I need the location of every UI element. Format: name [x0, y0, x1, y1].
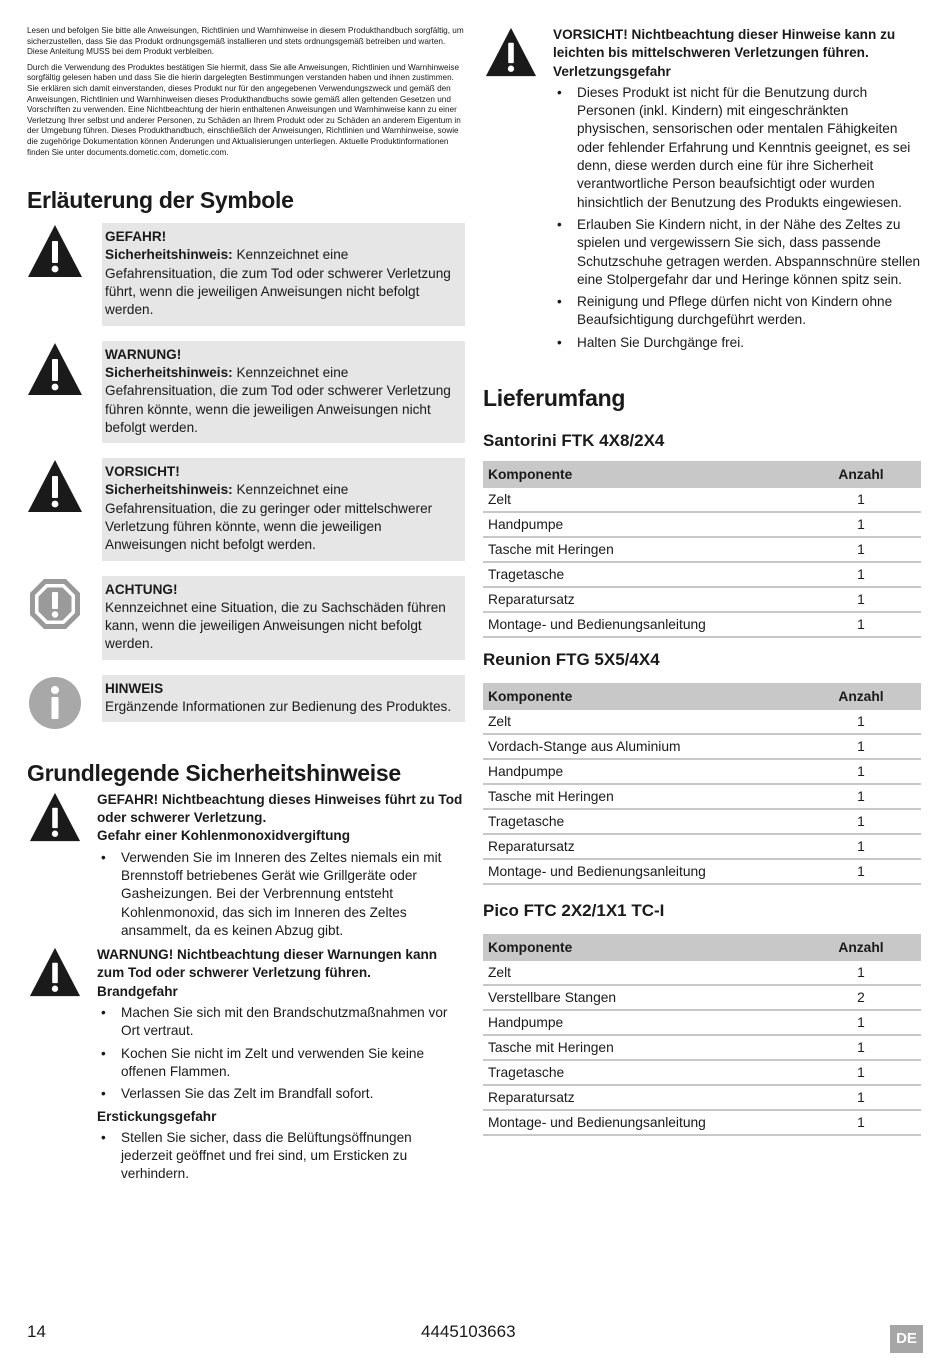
table-row — [483, 759, 921, 784]
cell-qty: 1 — [801, 562, 921, 587]
safety-warning — [27, 946, 465, 1188]
safety-danger-heading: GEFAHR! Nichtbeachtung dieses Hinweises führt zu Tod oder schwerer Verletzung. — [97, 791, 463, 826]
safety-warning-heading: WARNUNG! Nichtbeachtung dieser Warnungen kann zum Tod oder schwerer Verletzung führen. — [97, 947, 438, 981]
symbol-danger-text: Kennzeichnet eine Gefahrensituation, die zum Tod oder schwerer Verletzung führt, wenn die jeweiligen Anweisungen nicht befolgt werden. — [105, 247, 451, 318]
language-badge: DE — [890, 1325, 923, 1353]
cell-component: Zelt — [483, 710, 801, 734]
cell-component: Tragetasche — [483, 562, 801, 587]
symbol-warning-box — [102, 341, 465, 443]
list-item: • Stellen Sie sicher, dass die Belüftungsöffnungen jederzeit geöffnet und frei sind, um Ersticken zu verhindern. — [97, 1129, 465, 1184]
info-circle-icon — [27, 675, 83, 731]
cell-qty: 1 — [801, 710, 921, 734]
cell-component: Tasche mit Heringen — [483, 1035, 801, 1060]
cell-component: Handpumpe — [483, 512, 801, 537]
cell-component: Montage- und Bedienungsanleitung — [483, 859, 801, 884]
symbols-list — [27, 223, 465, 731]
column-header-component: Komponente — [483, 934, 801, 961]
cell-qty: 1 — [801, 1060, 921, 1085]
cell-qty: 1 — [801, 1035, 921, 1060]
parts-table-reunion — [483, 683, 921, 885]
cell-qty: 1 — [801, 734, 921, 759]
cell-qty: 1 — [801, 1085, 921, 1110]
column-header-qty: Anzahl — [801, 461, 921, 488]
product-title-reunion: Reunion FTG 5X5/4X4 — [483, 650, 660, 670]
left-column — [27, 26, 465, 1190]
table-row — [483, 961, 921, 985]
safety-warning-sub2: Erstickungsgefahr — [97, 1108, 217, 1124]
list-item: • Erlauben Sie Kindern nicht, in der Nähe des Zeltes zu spielen und vergewissern Sie sich, dass passende Schutzschuhe getragen werden. Abspannschnüre stellen eine Stolpergefahr dar und Heringe können spitz sein. — [553, 216, 921, 289]
list-item: • Verwenden Sie im Inneren des Zeltes niemals ein mit Brennstoff betriebenes Gerät wie Grillgeräte oder Gasheizungen. Bei der Verbrennung entsteht Kohlenmonoxid, das sich im Inneren des Zeltes ansammelt, da es keinen Abzug gibt. — [97, 849, 465, 940]
warning-triangle-icon — [27, 791, 83, 843]
column-header-qty: Anzahl — [801, 683, 921, 710]
cell-qty: 1 — [801, 784, 921, 809]
symbol-info — [27, 675, 465, 731]
table-row — [483, 985, 921, 1010]
safety-caution-body — [553, 26, 921, 356]
cell-component: Reparatursatz — [483, 834, 801, 859]
cell-component: Montage- und Bedienungsanleitung — [483, 612, 801, 637]
safety-danger-body — [97, 791, 465, 944]
symbol-caution-label: Sicherheitshinweis: — [105, 482, 233, 498]
safety-heading: Grundlegende Sicherheitshinweise — [27, 759, 401, 786]
cell-qty: 1 — [801, 537, 921, 562]
intro-paragraph-1: Lesen und befolgen Sie bitte alle Anweisungen, Richtlinien und Warnhinweise in diesem Produkthandbuch sorgfältig, um sicherzustellen, dass Sie das Produkt ordnungsgemäß installieren und stets ordnungsgemäß betreiben und warten. Diese Anleitung MUSS bei dem Produkt verbleiben. — [27, 26, 464, 57]
cell-qty: 1 — [801, 809, 921, 834]
symbol-warning-text: Kennzeichnet eine Gefahrensituation, die zum Tod oder schwerer Verletzung führen könnte, wenn die jeweiligen Anweisungen nicht befolgt werden. — [105, 364, 451, 435]
table-row — [483, 1010, 921, 1035]
symbols-heading: Erläuterung der Symbole — [27, 187, 294, 214]
cell-component: Tragetasche — [483, 1060, 801, 1085]
table-row — [483, 587, 921, 612]
symbol-notice-title: ACHTUNG! — [105, 581, 178, 597]
cell-qty: 2 — [801, 985, 921, 1010]
symbol-notice — [27, 576, 465, 660]
safety-caution-sub: Verletzungsgefahr — [553, 63, 671, 79]
cell-qty: 1 — [801, 488, 921, 512]
safety-warning-body — [97, 946, 465, 1188]
cell-component: Handpumpe — [483, 759, 801, 784]
cell-qty: 1 — [801, 1010, 921, 1035]
table-row — [483, 784, 921, 809]
cell-qty: 1 — [801, 859, 921, 884]
document-number: 4445103663 — [421, 1322, 516, 1341]
warning-triangle-icon — [483, 26, 539, 78]
list-item: • Reinigung und Pflege dürfen nicht von Kindern ohne Beaufsichtigung durchgeführt werden. — [553, 293, 921, 330]
table-row — [483, 734, 921, 759]
list-item: • Halten Sie Durchgänge frei. — [553, 334, 921, 352]
table-row — [483, 512, 921, 537]
cell-component: Reparatursatz — [483, 1085, 801, 1110]
safety-warning-sub1: Brandgefahr — [97, 983, 178, 999]
safety-caution — [483, 26, 921, 356]
symbol-notice-box — [102, 576, 465, 660]
cell-component: Handpumpe — [483, 1010, 801, 1035]
list-item: • Kochen Sie nicht im Zelt und verwenden Sie keine offenen Flammen. — [97, 1045, 465, 1082]
table-row — [483, 1110, 921, 1135]
cell-qty: 1 — [801, 612, 921, 637]
list-item: • Verlassen Sie das Zelt im Brandfall sofort. — [97, 1085, 465, 1103]
safety-danger-sub: Gefahr einer Kohlenmonoxidvergiftung — [97, 828, 351, 844]
product-title-santorini: Santorini FTK 4X8/2X4 — [483, 431, 665, 451]
cell-qty: 1 — [801, 587, 921, 612]
table-row — [483, 488, 921, 512]
product-title-pico: Pico FTC 2X2/1X1 TC-I — [483, 901, 665, 921]
warning-triangle-icon — [27, 223, 83, 279]
cell-component: Tasche mit Heringen — [483, 784, 801, 809]
cell-component: Reparatursatz — [483, 587, 801, 612]
table-row — [483, 537, 921, 562]
symbol-warning — [27, 341, 465, 443]
safety-caution-heading: VORSICHT! Nichtbeachtung dieser Hinweise kann zu leichten bis mittelschweren Verletzungen führen. — [553, 27, 896, 61]
cell-component: Tasche mit Heringen — [483, 537, 801, 562]
warning-triangle-icon — [27, 458, 83, 514]
table-row — [483, 1060, 921, 1085]
parts-table-santorini — [483, 461, 921, 638]
list-item: • Dieses Produkt ist nicht für die Benutzung durch Personen (inkl. Kindern) mit eingeschränkten physischen, sensorischen oder mentalen Fähigkeiten oder fehlender Erfahrung und Kenntnis geeignet, es sei denn, diese werden durch eine für ihre Sicherheit verantwortliche Person beaufsichtigt oder wurden hinsichtlich der Benutzung des Produkts eingewiesen. — [553, 84, 921, 212]
symbol-danger — [27, 223, 465, 325]
list-item: • Machen Sie sich mit den Brandschutzmaßnahmen vor Ort vertraut. — [97, 1004, 465, 1041]
warning-triangle-icon — [27, 946, 83, 998]
parts-table-pico — [483, 934, 921, 1136]
safety-danger — [27, 791, 465, 944]
cell-component: Zelt — [483, 488, 801, 512]
page-number: 14 — [27, 1322, 46, 1341]
intro-text — [27, 26, 465, 158]
table-row — [483, 834, 921, 859]
table-row — [483, 562, 921, 587]
cell-component: Verstellbare Stangen — [483, 985, 801, 1010]
cell-component: Tragetasche — [483, 809, 801, 834]
table-row — [483, 612, 921, 637]
intro-paragraph-2: Durch die Verwendung des Produktes bestätigen Sie hiermit, dass Sie alle Anweisungen, Richtlinien und Warnhinweise sorgfältig gelesen haben und dass Sie die hierin dargelegten Bestimmungen verstanden haben und ihnen zustimmen. Sie erklären sich damit einverstanden, dieses Produkt nur für den angegebenen Verwendungszweck und gemäß den Anweisungen, Richtlinien und Warnhinweisen dieses Produkthandbuchs sowie gemäß allen geltenden Gesetzen und Vorschriften zu verwenden. Eine Nichtbeachtung der hierin enthaltenen Anweisungen und Warnhinweise kann zu einer Verletzung Ihrer selbst und anderer Personen, zu Schäden an Ihrem Produkt oder zu Schäden an anderem Eigentum in der Umgebung führen. Dieses Produkthandbuch, einschließlich der Anweisungen, Richtlinien und Warnhinweise, sowie die zugehörige Dokumentation können Änderungen und Aktualisierungen unterliegen. Aktuelle Produktinformationen finden Sie unter documents.dometic.com, dometic.com. — [27, 62, 461, 157]
cell-qty: 1 — [801, 1110, 921, 1135]
octagon-exclamation-icon — [27, 576, 83, 632]
symbol-danger-title: GEFAHR! — [105, 229, 167, 245]
symbol-caution — [27, 458, 465, 560]
symbol-caution-box — [102, 458, 465, 560]
symbol-danger-label: Sicherheitshinweis: — [105, 247, 233, 263]
symbol-warning-title: WARNUNG! — [105, 346, 182, 362]
cell-qty: 1 — [801, 512, 921, 537]
column-header-component: Komponente — [483, 683, 801, 710]
table-row — [483, 710, 921, 734]
table-row — [483, 1035, 921, 1060]
symbol-caution-title: VORSICHT! — [105, 464, 180, 480]
symbol-info-title: HINWEIS — [105, 680, 164, 696]
column-header-component: Komponente — [483, 461, 801, 488]
cell-qty: 1 — [801, 961, 921, 985]
table-row — [483, 859, 921, 884]
scope-heading: Lieferumfang — [483, 385, 626, 412]
cell-component: Montage- und Bedienungsanleitung — [483, 1110, 801, 1135]
symbol-info-box — [102, 675, 465, 723]
cell-component: Zelt — [483, 961, 801, 985]
symbol-notice-text: Kennzeichnet eine Situation, die zu Sachschäden führen kann, wenn die jeweiligen Anweisungen nicht befolgt werden. — [105, 599, 446, 652]
right-column — [483, 26, 921, 1136]
symbol-caution-text: Kennzeichnet eine Gefahrensituation, die zu geringer oder mittelschwerer Verletzung führen könnte, wenn die jeweiligen Anweisungen nicht befolgt werden. — [105, 482, 433, 553]
table-row — [483, 809, 921, 834]
symbol-danger-box — [102, 223, 465, 325]
symbol-info-text: Ergänzende Informationen zur Bedienung des Produktes. — [105, 699, 452, 715]
cell-qty: 1 — [801, 834, 921, 859]
cell-qty: 1 — [801, 759, 921, 784]
cell-component: Vordach-Stange aus Aluminium — [483, 734, 801, 759]
symbol-warning-label: Sicherheitshinweis: — [105, 364, 233, 380]
table-row — [483, 1085, 921, 1110]
column-header-qty: Anzahl — [801, 934, 921, 961]
warning-triangle-icon — [27, 341, 83, 397]
